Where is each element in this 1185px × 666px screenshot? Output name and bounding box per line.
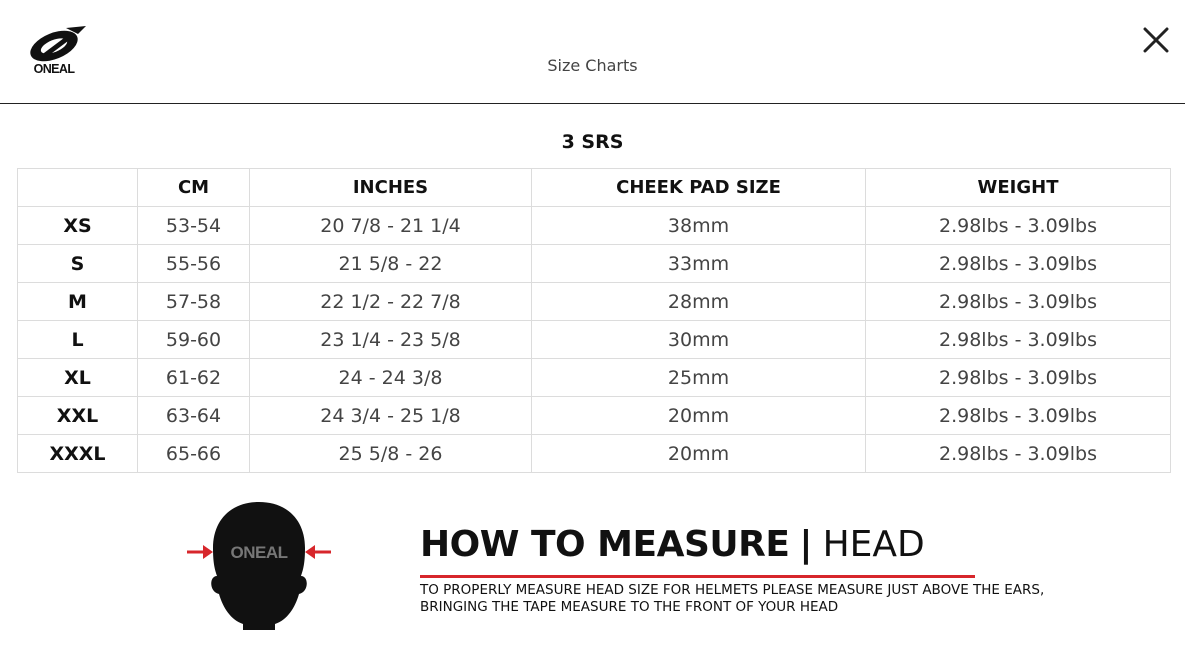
table-row	[18, 283, 1171, 321]
weight-cell: 2.98lbs - 3.09lbs	[866, 207, 1171, 245]
table-row	[18, 397, 1171, 435]
inches-cell: 21 5/8 - 22	[250, 245, 532, 283]
table-header-row	[18, 169, 1171, 207]
size-cell: XS	[18, 207, 138, 245]
cm-cell: 61-62	[138, 359, 250, 397]
weight-cell: 2.98lbs - 3.09lbs	[866, 321, 1171, 359]
close-button[interactable]	[1140, 24, 1172, 56]
cheek-pad-cell: 28mm	[532, 283, 866, 321]
cheek-pad-cell: 20mm	[532, 435, 866, 473]
size-chart-table	[17, 168, 1171, 473]
size-cell: M	[18, 283, 138, 321]
size-cell: S	[18, 245, 138, 283]
table-row	[18, 359, 1171, 397]
table-row	[18, 321, 1171, 359]
column-header: INCHES	[250, 169, 532, 207]
head-silhouette-icon	[183, 498, 335, 634]
table-title: 3 SRS	[561, 131, 624, 153]
cheek-pad-cell: 25mm	[532, 359, 866, 397]
inches-cell: 25 5/8 - 26	[250, 435, 532, 473]
table-row	[18, 435, 1171, 473]
head-measure-illustration	[183, 498, 335, 634]
cheek-pad-cell: 30mm	[532, 321, 866, 359]
close-icon	[1140, 24, 1172, 56]
cheek-pad-cell: 20mm	[532, 397, 866, 435]
logo-wordmark: ONEAL	[33, 62, 75, 76]
inches-cell: 20 7/8 - 21 1/4	[250, 207, 532, 245]
instruction-line: TO PROPERLY MEASURE HEAD SIZE FOR HELMETS PLEASE MEASURE JUST ABOVE THE EARS,	[420, 582, 1045, 598]
modal-header	[0, 0, 1185, 104]
size-cell: XXXL	[18, 435, 138, 473]
heading-underline	[420, 575, 975, 578]
cheek-pad-cell: 33mm	[532, 245, 866, 283]
column-header: WEIGHT	[866, 169, 1171, 207]
cm-cell: 65-66	[138, 435, 250, 473]
inches-cell: 24 3/4 - 25 1/8	[250, 397, 532, 435]
cm-cell: 59-60	[138, 321, 250, 359]
weight-cell: 2.98lbs - 3.09lbs	[866, 435, 1171, 473]
weight-cell: 2.98lbs - 3.09lbs	[866, 245, 1171, 283]
measure-instructions	[420, 582, 1044, 616]
how-to-measure-heading	[420, 524, 925, 565]
page-title: Size Charts	[547, 56, 638, 75]
head-brand-text: ONEAL	[230, 543, 288, 562]
cm-cell: 55-56	[138, 245, 250, 283]
inches-cell: 24 - 24 3/8	[250, 359, 532, 397]
inches-cell: 22 1/2 - 22 7/8	[250, 283, 532, 321]
column-header: CHEEK PAD SIZE	[532, 169, 866, 207]
size-cell: XL	[18, 359, 138, 397]
inches-cell: 23 1/4 - 23 5/8	[250, 321, 532, 359]
heading-bold-text: HOW TO MEASURE	[420, 524, 790, 565]
table-row	[18, 207, 1171, 245]
weight-cell: 2.98lbs - 3.09lbs	[866, 397, 1171, 435]
heading-separator: |	[799, 524, 813, 565]
cm-cell: 63-64	[138, 397, 250, 435]
weight-cell: 2.98lbs - 3.09lbs	[866, 283, 1171, 321]
column-header	[18, 169, 138, 207]
table-row	[18, 245, 1171, 283]
heading-light-text: HEAD	[822, 524, 925, 565]
cm-cell: 53-54	[138, 207, 250, 245]
size-cell: XXL	[18, 397, 138, 435]
cheek-pad-cell: 38mm	[532, 207, 866, 245]
cm-cell: 57-58	[138, 283, 250, 321]
size-cell: L	[18, 321, 138, 359]
column-header: CM	[138, 169, 250, 207]
instruction-line: BRINGING THE TAPE MEASURE TO THE FRONT OF YOUR HEAD	[420, 599, 839, 615]
weight-cell: 2.98lbs - 3.09lbs	[866, 359, 1171, 397]
